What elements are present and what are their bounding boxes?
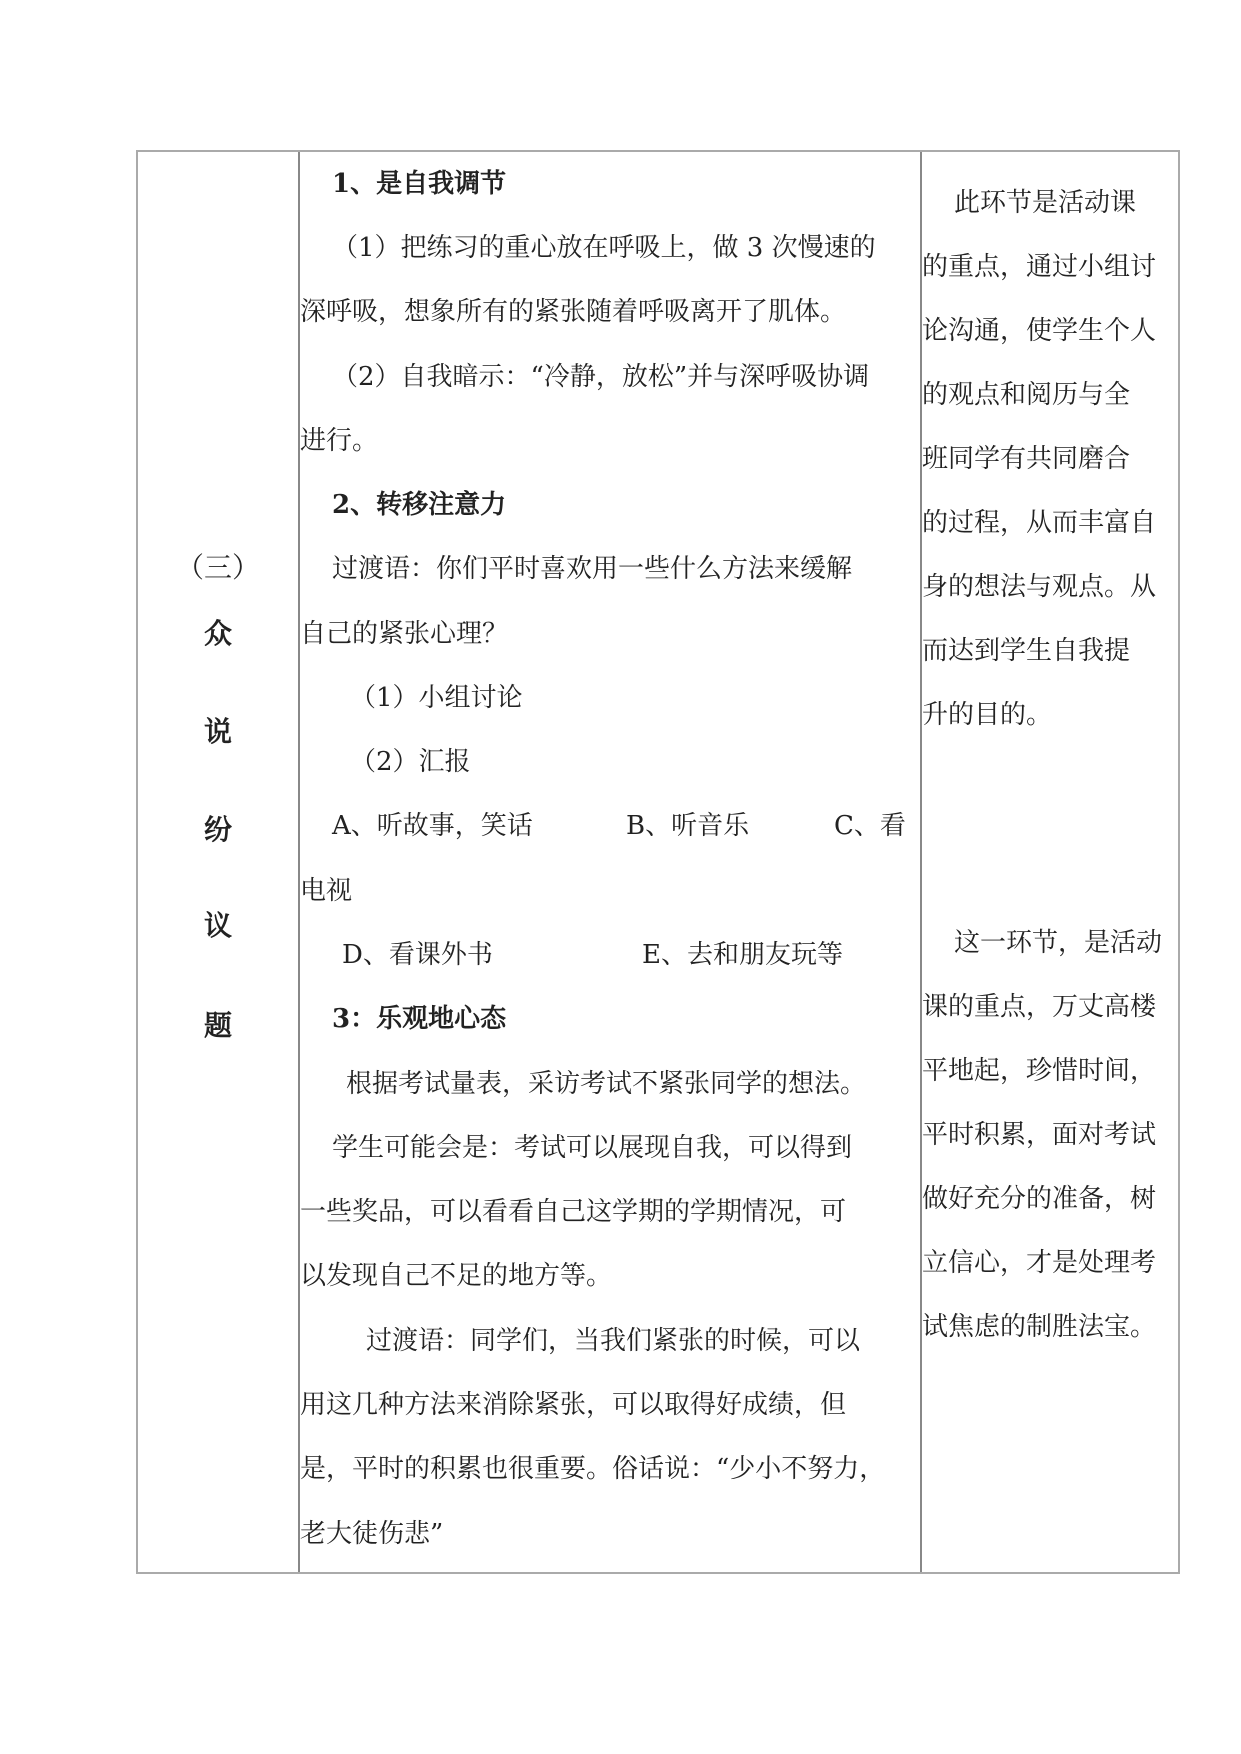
note-line: 班同学有共同磨合 <box>922 444 1131 474</box>
note-line: 平地起，珍惜时间， <box>922 1056 1157 1086</box>
section-title-char: 议 <box>203 909 232 942</box>
content-line: 学生可能会是：考试可以展现自我，可以得到 <box>332 1133 853 1163</box>
content-line: （2）自我暗示：“冷静，放松”并与深呼吸协调 <box>332 362 870 392</box>
content-line: 根据考试量表，采访考试不紧张同学的想法。 <box>346 1069 867 1099</box>
section-title-char: 众 <box>203 617 232 650</box>
note-line: 身的想法与观点。从 <box>922 572 1157 602</box>
content-line: 自己的紧张心理？ <box>300 619 509 649</box>
content-line: 过渡语：你们平时喜欢用一些什么方法来缓解 <box>332 554 853 584</box>
content-line: （2）汇报 <box>350 747 471 777</box>
lesson-table <box>136 150 1180 1574</box>
section-title-paren: （三） <box>175 551 260 584</box>
heading-optimistic-mindset: 3：乐观地心态 <box>332 1004 507 1034</box>
note-line: 此环节是活动课 <box>954 188 1137 218</box>
section-title-char: 题 <box>203 1009 232 1042</box>
section-title-cell <box>138 152 298 1572</box>
content-line: （1）小组讨论 <box>350 683 523 713</box>
content-line: 用这几种方法来消除紧张，可以取得好成绩，但 <box>300 1390 847 1420</box>
content-line: 电视 <box>300 876 353 906</box>
note-line: 课的重点，万丈高楼 <box>922 992 1157 1022</box>
option-a: A、听故事，笑话 <box>332 811 533 841</box>
option-c: C、看 <box>834 811 906 841</box>
option-b: B、听音乐 <box>626 811 750 841</box>
note-line: 立信心，才是处理考 <box>922 1248 1157 1278</box>
content-cell <box>300 152 920 1572</box>
option-d: D、看课外书 <box>342 940 493 970</box>
content-line: 以发现自己不足的地方等。 <box>300 1261 613 1291</box>
note-line: 升的目的。 <box>922 700 1053 730</box>
note-line: 做好充分的准备，树 <box>922 1184 1157 1214</box>
note-line: 而达到学生自我提 <box>922 636 1131 666</box>
content-line: 一些奖品，可以看看自己这学期的学期情况，可 <box>300 1197 847 1227</box>
content-line: 是，平时的积累也很重要。俗话说：“少小不努力， <box>300 1454 886 1484</box>
note-line: 试焦虑的制胜法宝。 <box>922 1312 1157 1342</box>
note-line: 的重点，通过小组讨 <box>922 252 1157 282</box>
content-line: 深呼吸，想象所有的紧张随着呼吸离开了肌体。 <box>300 297 847 327</box>
note-line: 的过程，从而丰富自 <box>922 508 1157 538</box>
content-line: 过渡语：同学们，当我们紧张的时候，可以 <box>366 1326 861 1356</box>
note-line: 平时积累，面对考试 <box>922 1120 1157 1150</box>
notes-cell <box>922 152 1182 1572</box>
note-line: 论沟通，使学生个人 <box>922 316 1157 346</box>
section-title-char: 说 <box>203 715 232 748</box>
content-line: 老大徒伤悲” <box>300 1519 444 1549</box>
heading-divert-attention: 2、转移注意力 <box>332 490 507 520</box>
content-line: （1）把练习的重心放在呼吸上，做 3 次慢速的 <box>332 233 876 263</box>
option-e: E、去和朋友玩等 <box>642 940 843 970</box>
content-line: 进行。 <box>300 426 379 456</box>
note-line: 的观点和阅历与全 <box>922 380 1131 410</box>
heading-self-regulation: 1、是自我调节 <box>332 169 507 199</box>
note-line: 这一环节，是活动 <box>954 928 1163 958</box>
section-title-char: 纷 <box>203 813 232 846</box>
